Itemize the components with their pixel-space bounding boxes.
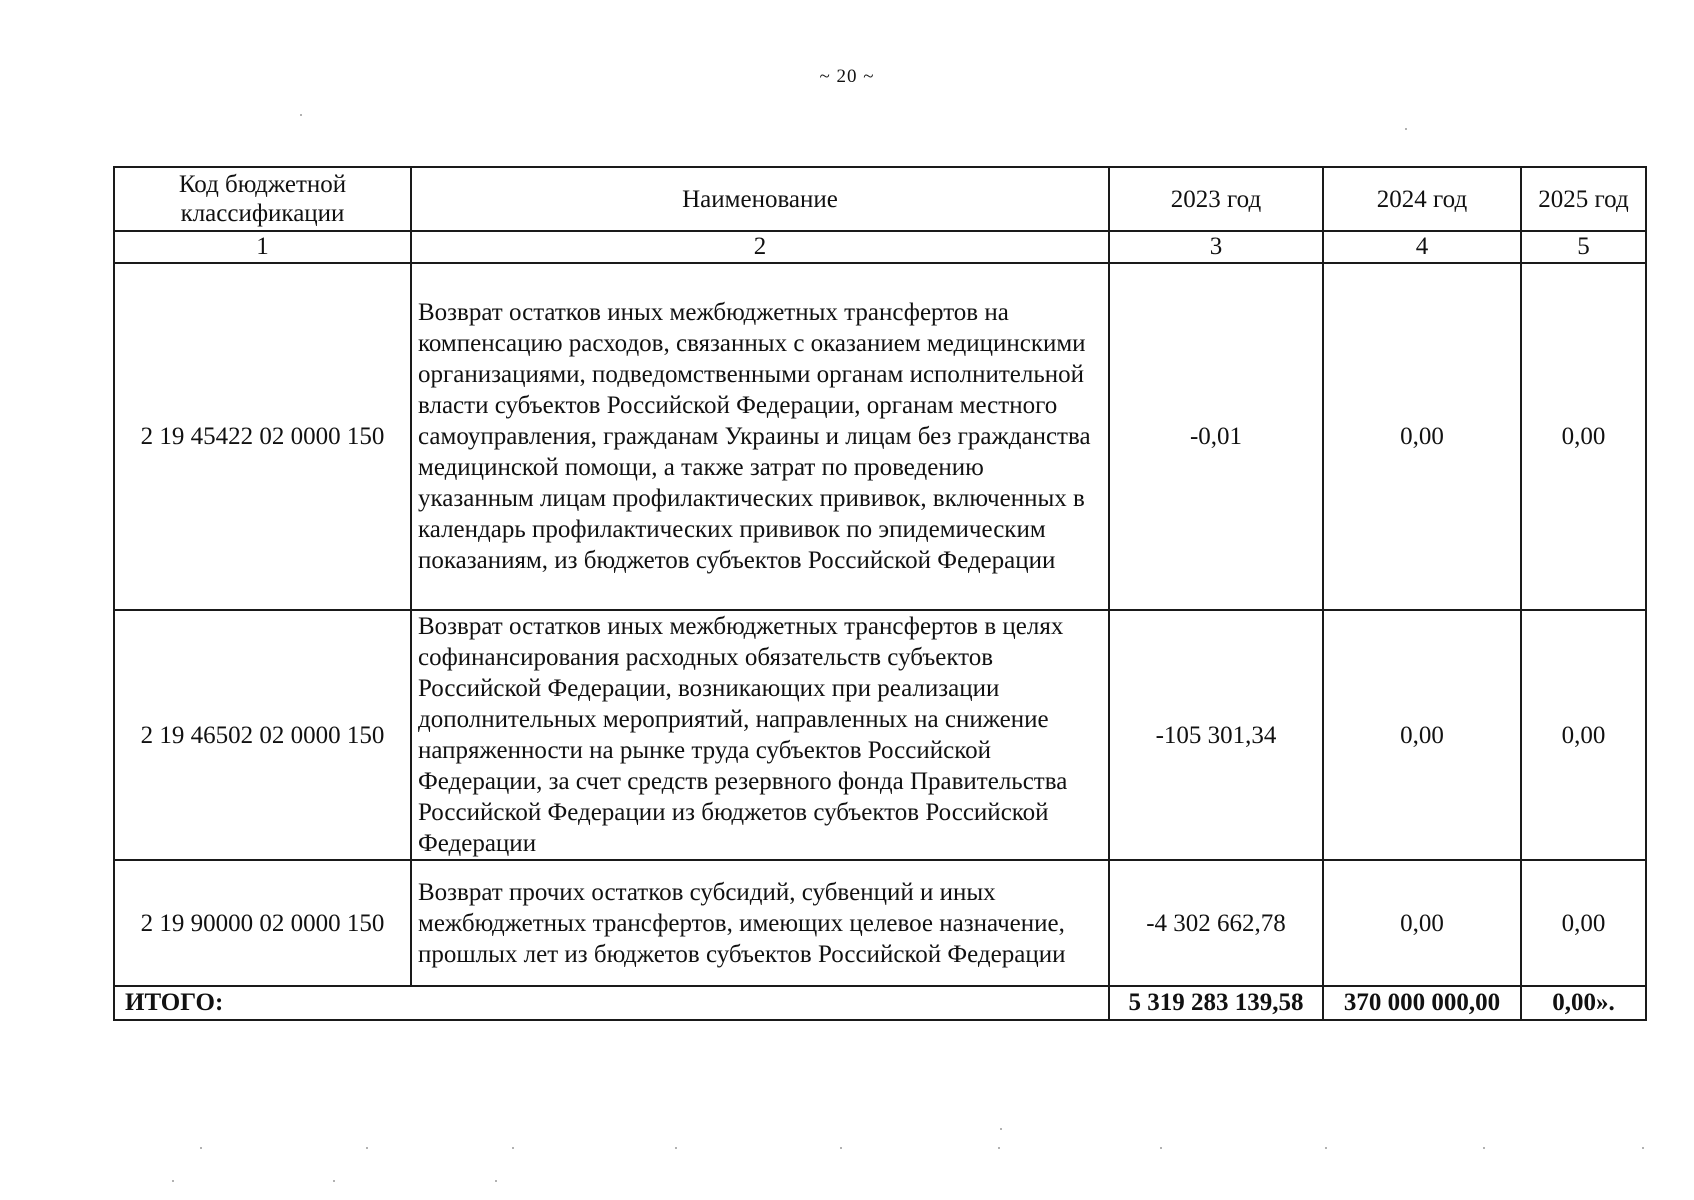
total-row <box>114 986 1646 1020</box>
scan-speck <box>840 1147 842 1149</box>
budget-code-cell: 2 19 45422 02 0000 150 <box>114 263 411 610</box>
budget-code-cell: 2 19 46502 02 0000 150 <box>114 610 411 860</box>
name-cell: Возврат остатков иных межбюджетных трансфертов в целях софинансирования расходных обязательств субъектов Российской Федерации, возникающих при реализации дополнительных мероприятий, направленных на снижение напряженности на рынке труда субъектов Российской Федерации, за счет средств резервного фонда Правительства Российской Федерации из бюджетов субъектов Российской Федерации <box>411 610 1109 860</box>
column-number: 5 <box>1521 231 1646 263</box>
scan-speck <box>1160 1147 1162 1149</box>
total-2023-cell: 5 319 283 139,58 <box>1109 986 1323 1020</box>
scan-speck <box>1000 1128 1002 1130</box>
header-2023: 2023 год <box>1109 167 1323 231</box>
total-2025-cell: 0,00». <box>1521 986 1646 1020</box>
table-row <box>114 263 1646 610</box>
column-number: 3 <box>1109 231 1323 263</box>
total-2024-cell: 370 000 000,00 <box>1323 986 1521 1020</box>
scan-speck <box>366 1147 368 1149</box>
header-row <box>114 167 1646 231</box>
name-cell: Возврат остатков иных межбюджетных трансфертов на компенсацию расходов, связанных с оказанием медицинскими организациями, подведомственными органам исполнительной власти субъектов Российской Федерации, органам местного самоуправления, гражданам Украины и лицам без гражданства медицинской помощи, а также затрат по проведению указанным лицам профилактических прививок, включенных в календарь профилактических прививок по эпидемическим показаниям, из бюджетов субъектов Российской Федерации <box>411 263 1109 610</box>
header-2024: 2024 год <box>1323 167 1521 231</box>
amount-2025-cell: 0,00 <box>1521 860 1646 986</box>
budget-code-cell: 2 19 90000 02 0000 150 <box>114 860 411 986</box>
amount-2023-cell: -4 302 662,78 <box>1109 860 1323 986</box>
scan-speck <box>300 114 302 116</box>
amount-2025-cell: 0,00 <box>1521 263 1646 610</box>
scan-speck <box>1405 128 1407 130</box>
total-label: ИТОГО: <box>114 986 1109 1020</box>
scan-speck <box>675 1147 677 1149</box>
amount-2023-cell: -0,01 <box>1109 263 1323 610</box>
table-row <box>114 610 1646 860</box>
scan-speck <box>998 1147 1000 1149</box>
amount-2024-cell: 0,00 <box>1323 610 1521 860</box>
amount-2024-cell: 0,00 <box>1323 860 1521 986</box>
header-code: Код бюджетной классификации <box>114 167 411 231</box>
column-number: 4 <box>1323 231 1521 263</box>
scan-speck <box>512 1147 514 1149</box>
amount-2024-cell: 0,00 <box>1323 263 1521 610</box>
name-cell: Возврат прочих остатков субсидий, субвенций и иных межбюджетных трансфертов, имеющих целевое назначение, прошлых лет из бюджетов субъектов Российской Федерации <box>411 860 1109 986</box>
table-row <box>114 860 1646 986</box>
column-number: 1 <box>114 231 411 263</box>
scan-speck <box>1325 1147 1327 1149</box>
header-name: Наименование <box>411 167 1109 231</box>
scan-speck <box>200 1147 202 1149</box>
amount-2025-cell: 0,00 <box>1521 610 1646 860</box>
scan-speck <box>333 1180 335 1182</box>
scan-speck <box>1642 1147 1644 1149</box>
column-number: 2 <box>411 231 1109 263</box>
scan-speck <box>172 1180 174 1182</box>
scan-speck <box>1483 1147 1485 1149</box>
amount-2023-cell: -105 301,34 <box>1109 610 1323 860</box>
column-number-row <box>114 231 1646 263</box>
header-2025: 2025 год <box>1521 167 1646 231</box>
page-number: ~ 20 ~ <box>819 66 875 87</box>
scan-speck <box>495 1180 497 1182</box>
budget-table <box>113 166 1647 1021</box>
